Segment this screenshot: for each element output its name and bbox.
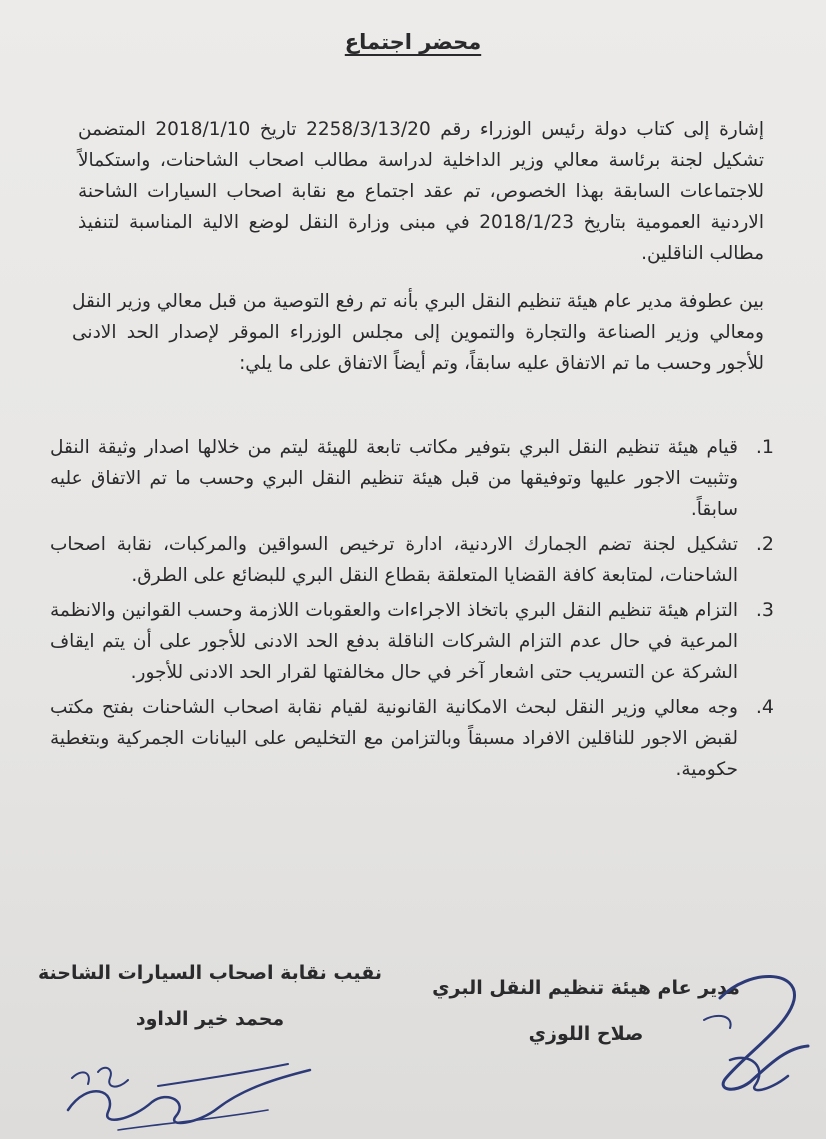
signatory-name: محمد خير الداود <box>135 1008 285 1030</box>
item-number: 1. <box>755 436 774 458</box>
item-number: 3. <box>755 599 774 621</box>
item-text: وجه معالي وزير النقل لبحث الامكانية القانونية لقيام نقابة اصحاب الشاحنات بفتح مكتب لقبض الاجور للناقلين الافراد مسبقاً وبالتزامن مع التخليص على البيانات الجمركية وبتغطية حكومية. <box>50 697 738 780</box>
handwritten-signature-icon <box>690 960 826 1110</box>
item-text: تشكيل لجنة تضم الجمارك الاردنية، ادارة ترخيص السواقين والمركبات، نقابة اصحاب الشاحنات، لمتابعة كافة القضايا المتعلقة بقطاع النقل البري للبضائع على الطرق. <box>50 534 738 586</box>
handwritten-signature-icon <box>48 1050 318 1139</box>
signature-block-truck-owners-union <box>20 955 400 1037</box>
agreement-list <box>50 432 796 789</box>
list-item <box>50 432 796 525</box>
intro-paragraph: إشارة إلى كتاب دولة رئيس الوزراء رقم 2258/3/13/20 تاريخ 2018/1/10 المتضمن تشكيل لجنة برئاسة معالي وزير الداخلية لدراسة مطالب اصحاب الشاحنات، واستكمالاً للاجتماعات السابقة بهذا الخصوص، تم عقد اجتماع مع نقابة اصحاب السيارات الشاحنة الاردنية العمومية بتاريخ 2018/1/23 في مبنى وزارة النقل لوضع الالية المناسبة لتنفيذ مطالب الناقلين. <box>78 119 764 264</box>
list-item <box>50 529 796 591</box>
item-number: 2. <box>755 533 774 555</box>
agreement-paragraph: بين عطوفة مدير عام هيئة تنظيم النقل البري بأنه تم رفع التوصية من قبل معالي وزير النقل ومعالي وزير الصناعة والتجارة والتموين إلى مجلس الوزراء الموقر لإصدار الحد الادنى للأجور وحسب ما تم الاتفاق عليه سابقاً، وتم أيضاً الاتفاق على ما يلي: <box>72 291 764 374</box>
signatory-title: مدير عام هيئة تنظيم النقل البري <box>432 977 740 999</box>
item-text: التزام هيئة تنظيم النقل البري باتخاذ الاجراءات والعقوبات اللازمة وحسب القوانين والانظمة المرعية في حال عدم التزام الشركات الناقلة بدفع الحد الادنى للأجور على أن يتم ايقاف الشركة عن التسريب حتى اشعار آخر في حال مخالفتها لقرار الحد الادنى للأجور. <box>50 600 738 683</box>
signatory-title: نقيب نقابة اصحاب السيارات الشاحنة <box>37 962 383 984</box>
item-text: قيام هيئة تنظيم النقل البري بتوفير مكاتب تابعة للهيئة ليتم من خلالها اصدار وثيقة النقل وتثبيت الاجور عليها وتوفيقها من قبل هيئة تنظيم النقل البري وحسب ما تم الاتفاق عليه سابقاً. <box>50 437 738 520</box>
list-item <box>50 595 796 688</box>
list-item <box>50 692 796 785</box>
item-number: 4. <box>755 696 774 718</box>
document-title: محضر اجتماع <box>344 30 482 54</box>
signatory-name: صلاح اللوزي <box>528 1023 644 1045</box>
